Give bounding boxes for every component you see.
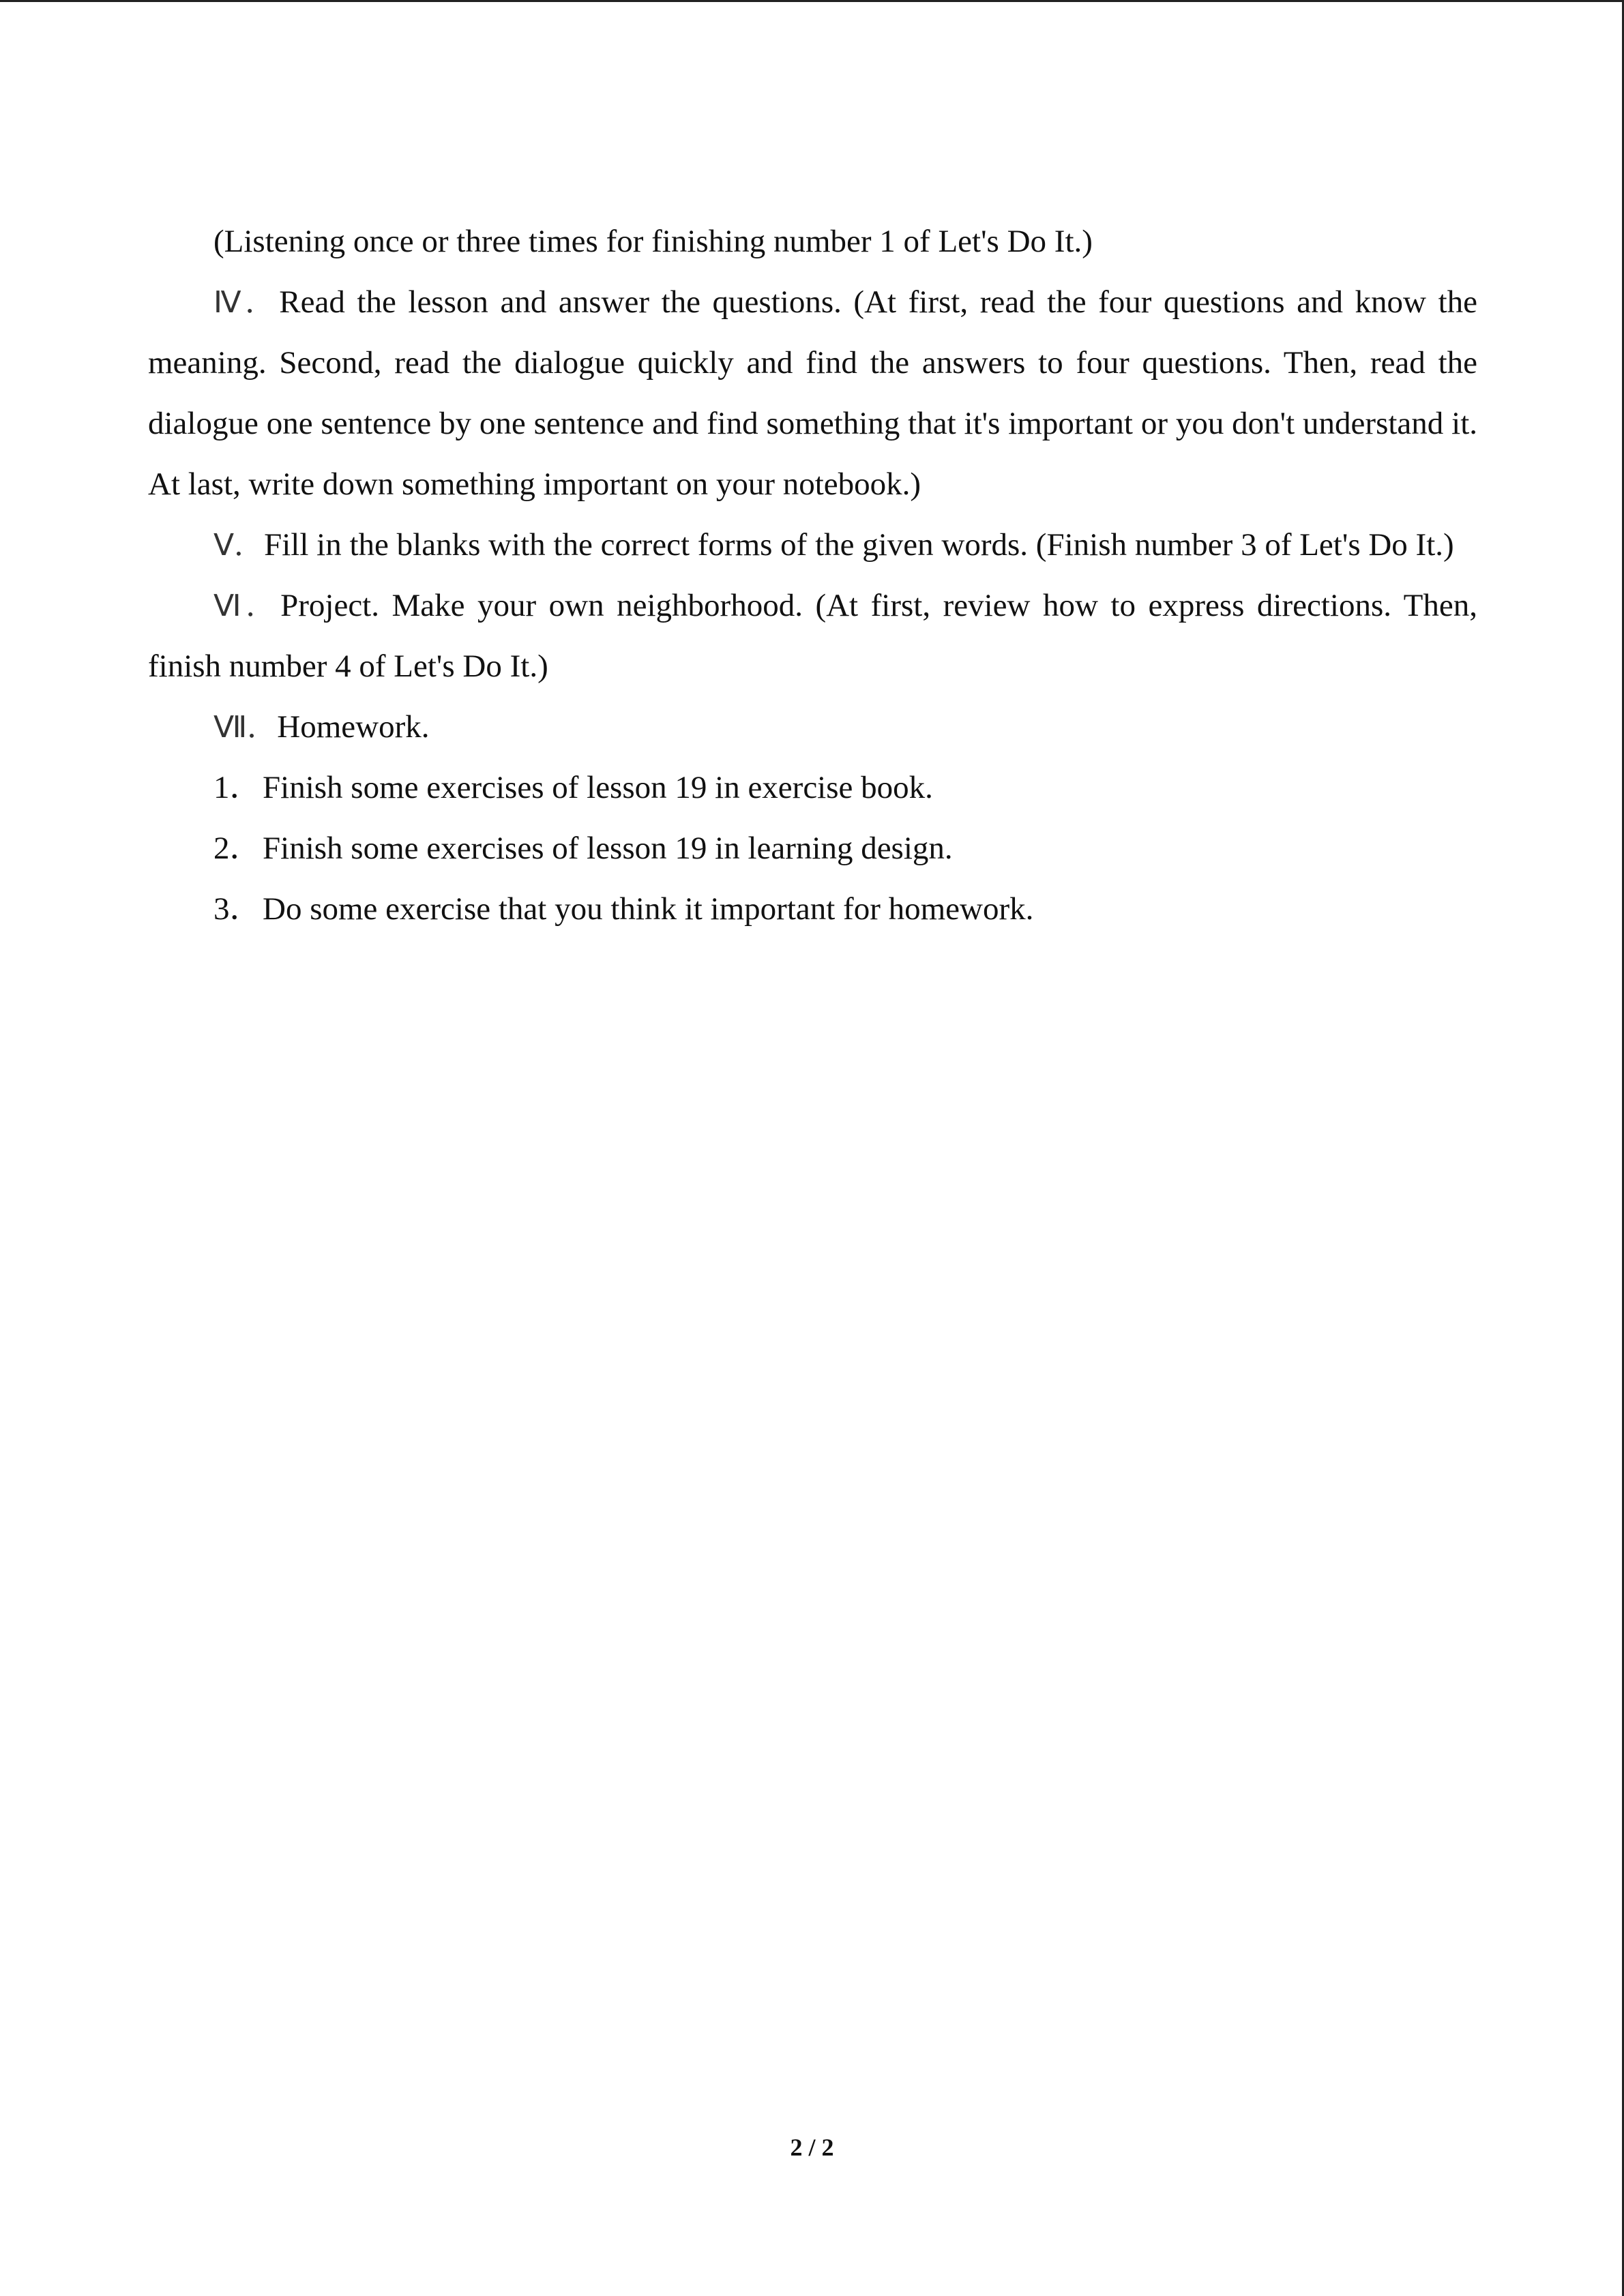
homework-item-text: Finish some exercises of lesson 19 in exercise book. <box>263 770 933 805</box>
homework-item <box>148 758 1477 818</box>
page-top-border <box>0 0 1624 2</box>
page-number: 2 / 2 <box>790 2134 834 2161</box>
section-numeral: Ⅶ． <box>213 710 278 745</box>
paragraph-section-7 <box>148 697 1477 758</box>
paragraph-section-6 <box>148 576 1477 697</box>
paragraph-text: (Listening once or three times for finishing number 1 of Let's Do It.) <box>213 224 1093 259</box>
homework-item <box>148 818 1477 879</box>
paragraph-text: Read the lesson and answer the questions. (At first, read the four questions and know the meaning. Second, read the dialogue quickly and find the answers to four questions. Then, read the dialogue one sentence by one sentence and find something that it's important or you don't understand it. At last, write down something important on your notebook.) <box>148 284 1477 502</box>
section-numeral: Ⅵ． <box>213 588 281 623</box>
paragraph-text: Fill in the blanks with the correct forms of the given words. (Finish number 3 of Let's Do It.) <box>264 527 1454 563</box>
homework-item-number: 2． <box>213 831 262 866</box>
homework-item-number: 3． <box>213 891 262 927</box>
paragraph-listening-note <box>148 211 1477 272</box>
homework-item-text: Finish some exercises of lesson 19 in learning design. <box>263 831 953 866</box>
section-numeral: Ⅳ． <box>213 285 280 320</box>
paragraph-section-4 <box>148 272 1477 515</box>
paragraph-section-5 <box>148 515 1477 576</box>
homework-item <box>148 879 1477 940</box>
section-numeral: Ⅴ． <box>213 528 265 563</box>
paragraph-text: Project. Make your own neighborhood. (At first, review how to express directions. Then, finish number 4 of Let's Do It.) <box>148 588 1477 684</box>
homework-item-number: 1． <box>213 770 262 805</box>
document-body <box>148 211 1477 940</box>
homework-item-text: Do some exercise that you think it important for homework. <box>263 891 1034 927</box>
paragraph-text: Homework. <box>277 709 430 745</box>
